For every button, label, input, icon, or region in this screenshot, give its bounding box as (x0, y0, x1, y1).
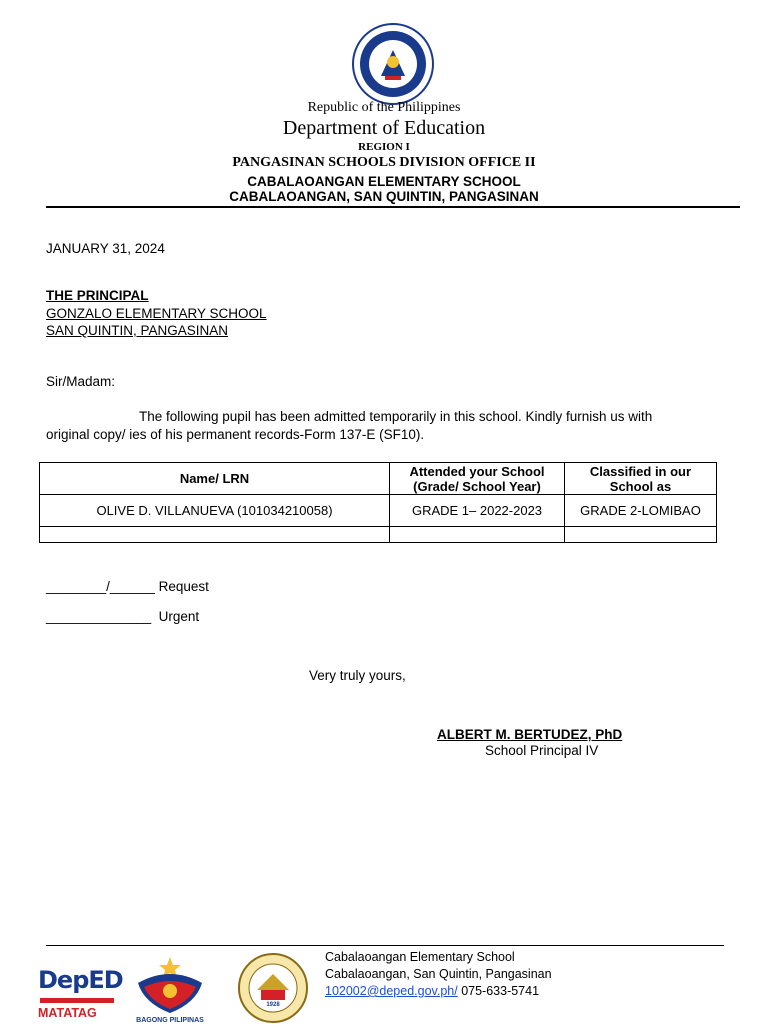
header-attended-line2: (Grade/ School Year) (413, 478, 541, 494)
recipient-school: GONZALO ELEMENTARY SCHOOL (46, 306, 267, 321)
table-header-row (40, 463, 717, 495)
deped-wordmark: DepED (38, 966, 123, 994)
closing: Very truly yours, (309, 668, 406, 683)
recipient-title: THE PRINCIPAL (46, 288, 149, 303)
deped-underline (40, 998, 114, 1003)
records-table (39, 462, 717, 543)
bagong-pilipinas-wordmark: BAGONG PILIPINAS (136, 1017, 204, 1024)
department-title: Department of Education (282, 117, 486, 139)
salutation: Sir/Madam: (46, 374, 116, 389)
table-row (40, 527, 717, 543)
letter-date: JANUARY 31, 2024 (46, 241, 165, 256)
body-line-1: The following pupil has been admitted temporarily in this school. Kindly furnish us with (139, 409, 653, 424)
recipient-address: SAN QUINTIN, PANGASINAN (46, 323, 229, 338)
school-seal-year: 1928 (266, 1002, 280, 1008)
cell-attended: GRADE 1– 2022-2023 (390, 495, 565, 527)
republic-line: Republic of the Philippines (307, 100, 461, 115)
bagong-pilipinas-logo (130, 955, 210, 1024)
header-classified (565, 463, 717, 495)
table-row (40, 495, 717, 527)
footer-divider (46, 945, 724, 946)
urgent-line: ______________ Urgent (46, 609, 200, 624)
header-classified-line1: Classified in our (589, 463, 692, 479)
signatory-position: School Principal IV (485, 743, 599, 758)
header-divider (46, 206, 740, 208)
school-seal-logo (237, 952, 309, 1024)
division-line: PANGASINAN SCHOOLS DIVISION OFFICE II (232, 155, 536, 170)
deped-seal-logo (351, 22, 435, 106)
footer-school-name: Cabalaoangan Elementary School (325, 950, 515, 964)
footer-contact (325, 983, 539, 1000)
cell-attended-empty (390, 527, 565, 543)
signatory-name: ALBERT M. BERTUDEZ, PhD (437, 727, 623, 742)
header-attended-line1: Attended your School (409, 463, 545, 479)
body-line-2: original copy/ ies of his permanent records-Form 137-E (SF10). (46, 427, 425, 442)
school-address-header: CABALAOANGAN, SAN QUINTIN, PANGASINAN (229, 189, 539, 204)
cell-name-empty (40, 527, 390, 543)
header-name-lrn: Name/ LRN (40, 463, 390, 495)
footer-email-link[interactable]: 102002@deped.gov.ph/ (325, 984, 458, 998)
school-name-header: CABALAOANGAN ELEMENTARY SCHOOL (247, 174, 521, 189)
header-classified-line2: School as (609, 478, 672, 494)
region-line: REGION I (358, 141, 410, 153)
cell-classified-empty (565, 527, 717, 543)
footer-phone: 075-633-5741 (457, 984, 540, 998)
cell-classified: GRADE 2-LOMIBAO (565, 495, 717, 527)
matatag-wordmark: MATATAG (38, 1006, 97, 1020)
request-line: ________/______ Request (46, 579, 209, 594)
cell-name: OLIVE D. VILLANUEVA (101034210058) (40, 495, 390, 527)
header-attended (390, 463, 565, 495)
deped-matatag-logo (38, 958, 123, 1024)
footer-school-address: Cabalaoangan, San Quintin, Pangasinan (325, 967, 552, 981)
